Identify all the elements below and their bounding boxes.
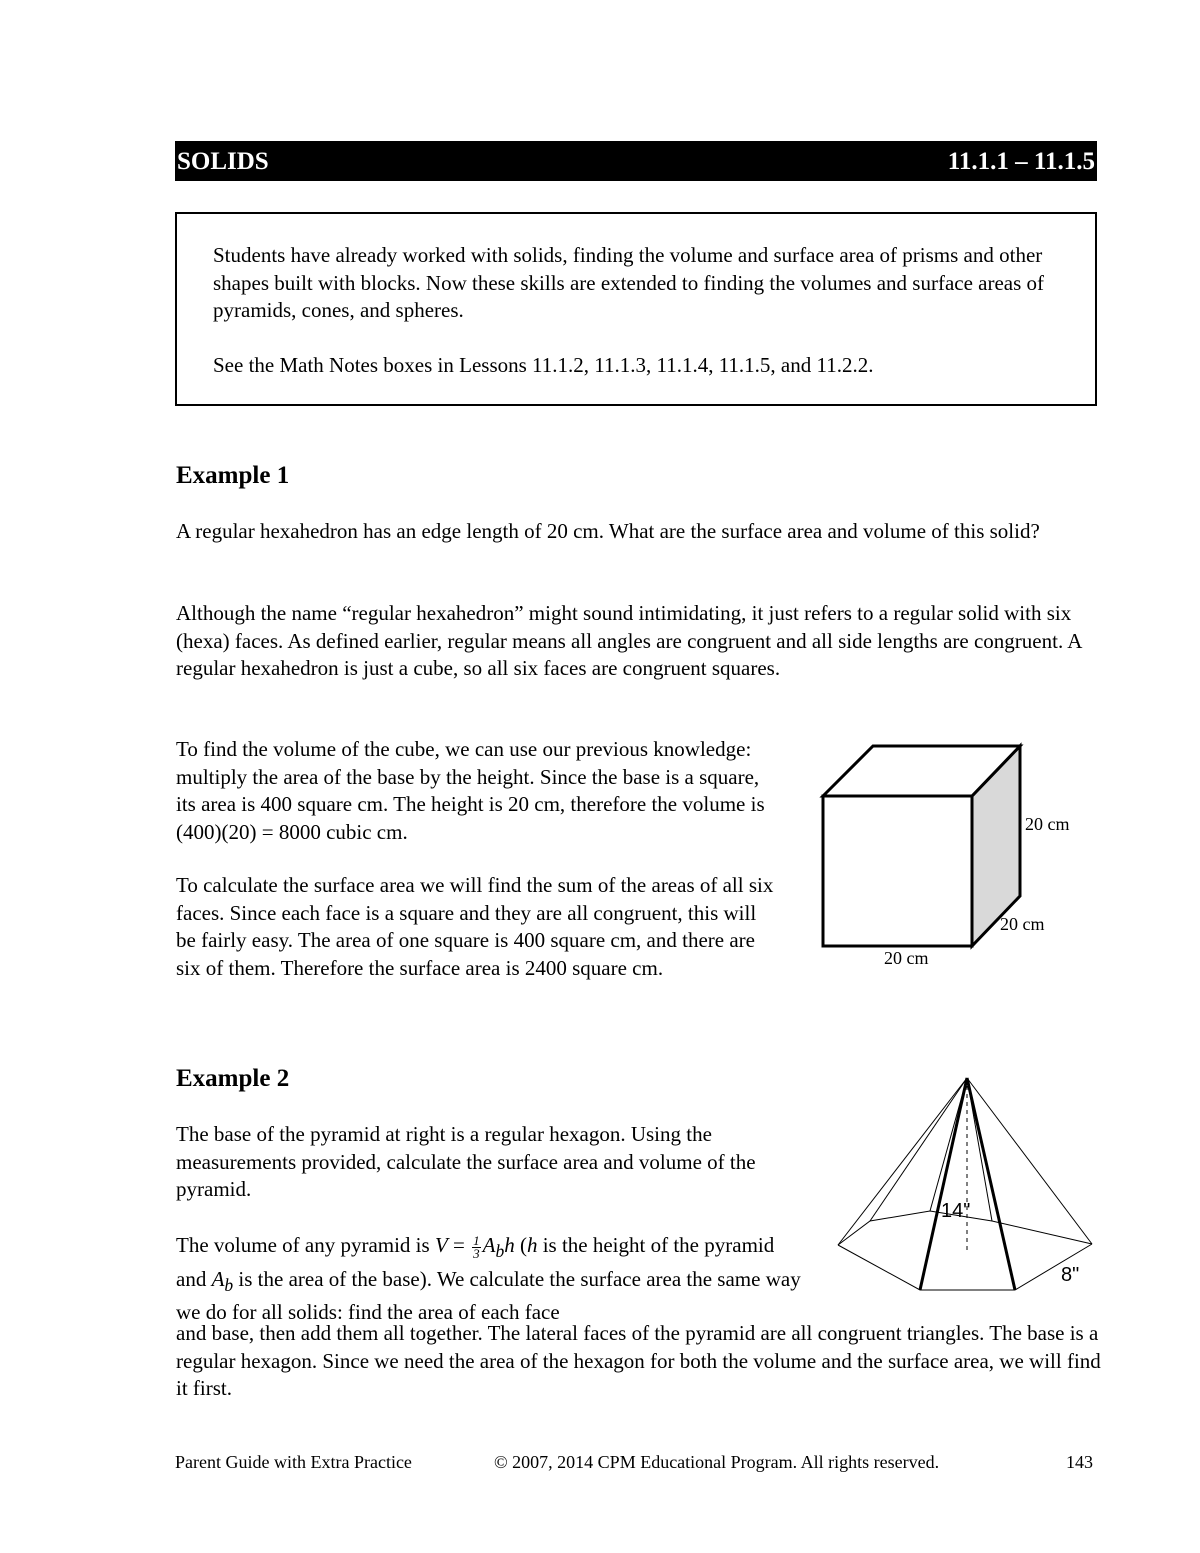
section-banner: [175, 141, 1097, 181]
pyramid-drawing: [830, 1068, 1100, 1298]
example2-continuation: and base, then add them all together. The lateral faces of the pyramid are all congruent triangles. The base is a regular hexagon. Since we need the area of the hexagon for both the volume and the surface area, we will find it first.: [176, 1321, 1101, 1400]
example1-surface-text: To calculate the surface area we will find the sum of the areas of all six faces. Since each face is a square and they are all congruent, this will be fairly easy. The area of one square is 400 square cm, and there are six of them. Therefore the surface area is 2400 square cm.: [176, 873, 774, 980]
pyramid-height-label: 14": [941, 1200, 971, 1222]
pyramid-edge-label: 8": [1061, 1264, 1080, 1286]
example2-volume-text: The volume of any pyramid is V = $\frac{1}{3}$ $A_bh$ (h is the height of the pyramid and $A_b$ is the area of the base). We calculate the surface area the same way we do for all solids: find the area of each face: [176, 1232, 801, 1325]
intro-paragraph-1: Students have already worked with solids, finding the volume and surface area of prisms and other shapes built with blocks. Now these skills are extended to finding the volumes and surface areas of pyramids, cones, and spheres.: [213, 243, 1045, 322]
cube-depth-label: 20 cm: [1000, 914, 1045, 934]
example2-heading: Example 2: [176, 1065, 290, 1092]
front-lateral-edge: [920, 1078, 967, 1290]
banner-sections: 11.1.1 – 11.1.5: [947, 148, 1095, 175]
intro-box: [175, 212, 1097, 406]
one-third-fraction: $\frac{1}{3}$: [473, 1232, 480, 1261]
cube-front-face: [823, 796, 972, 946]
cube-width-label: 20 cm: [884, 948, 929, 968]
intro-paragraph-2: See the Math Notes boxes in Lessons 11.1.2, 11.1.3, 11.1.4, 11.1.5, and 11.2.2.: [213, 353, 874, 377]
pyramid-figure: [830, 1068, 1100, 1298]
page-number: 143: [1066, 1452, 1093, 1472]
cube-drawing: [800, 730, 1100, 980]
banner-title: SOLIDS: [177, 148, 269, 175]
example1-question: A regular hexahedron has an edge length of 20 cm. What are the surface area and volume of this solid?: [176, 519, 1040, 543]
example1-explanation: Although the name “regular hexahedron” might sound intimidating, it just refers to a regular solid with six (hexa) faces. As defined earlier, regular means all angles are congruent and all side lengths are congruent. A regular hexahedron is just a cube, so all six faces are congruent squares.: [176, 601, 1082, 680]
footer-copyright: © 2007, 2014 CPM Educational Program. All rights reserved.: [494, 1452, 940, 1472]
volume-formula: V = $\frac{1}{3}$ $A_bh$: [434, 1232, 515, 1262]
example1-heading: Example 1: [176, 462, 290, 489]
cube-height-label: 20 cm: [1025, 814, 1070, 834]
example2-question: The base of the pyramid at right is a regular hexagon. Using the measurements provided, calculate the surface area and volume of the pyramid.: [176, 1122, 756, 1201]
example1-volume-text: To find the volume of the cube, we can use our previous knowledge: multiply the area of the base by the height. Since the base is a square, its area is 400 square cm. The height is 20 cm, therefore the volume is (400)(20) = 8000 cubic cm.: [176, 737, 765, 844]
hexagon-front-edges: [838, 1244, 1092, 1290]
cube-figure: [800, 730, 1100, 980]
footer-title: Parent Guide with Extra Practice: [175, 1452, 412, 1472]
